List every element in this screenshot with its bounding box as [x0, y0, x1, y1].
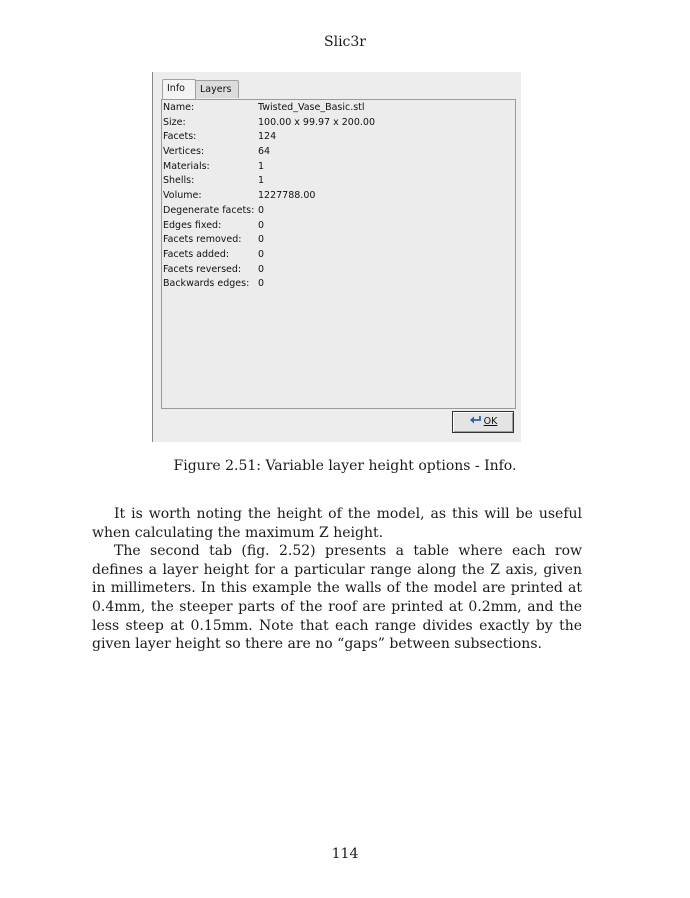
- info-label: Shells:: [163, 175, 195, 187]
- info-value: 1: [258, 175, 265, 187]
- figure-caption: Figure 2.51: Variable layer height options - Info.: [173, 458, 517, 474]
- ok-button[interactable]: [452, 411, 514, 433]
- running-head: Slic3r: [324, 34, 366, 50]
- model-info-dialog: [152, 72, 521, 442]
- info-value: 0: [258, 204, 265, 216]
- info-label: Facets:: [163, 131, 197, 143]
- body-text: [92, 505, 582, 654]
- info-label: Materials:: [163, 160, 210, 172]
- info-value: 1227788.00: [258, 190, 316, 202]
- info-value: 124: [258, 131, 277, 143]
- info-label: Vertices:: [163, 146, 205, 158]
- tab-info[interactable]: Info: [162, 79, 196, 99]
- info-value: 0: [258, 278, 265, 290]
- info-label: Size:: [163, 116, 186, 128]
- enter-arrow-icon: [469, 415, 482, 425]
- info-label: Edges fixed:: [163, 219, 222, 231]
- info-panel: [161, 99, 516, 409]
- info-label: Volume:: [163, 190, 202, 202]
- info-label: Facets removed:: [163, 234, 242, 246]
- info-label: Degenerate facets:: [163, 204, 255, 216]
- info-value: 64: [258, 146, 271, 158]
- info-value: 0: [258, 248, 265, 260]
- page-number: 114: [331, 846, 359, 862]
- ok-button-label: OK: [483, 416, 498, 427]
- info-label: Facets reversed:: [163, 263, 242, 275]
- info-label: Facets added:: [163, 248, 230, 260]
- info-value: 0: [258, 219, 265, 231]
- info-label: Name:: [163, 102, 195, 113]
- info-value: 1: [258, 160, 265, 172]
- tab-layers[interactable]: Layers: [195, 80, 239, 98]
- info-value: 100.00 x 99.97 x 200.00: [258, 116, 376, 128]
- paragraph: It is worth noting the height of the model, as this will be useful when calculating the maximum Z height.: [92, 506, 582, 541]
- info-value: Twisted_Vase_Basic.stl: [258, 102, 365, 113]
- info-label: Backwards edges:: [163, 278, 250, 290]
- paragraph: The second tab (fig. 2.52) presents a table where each row defines a layer height for a particular range along the Z axis, given in millimeters. In this example the walls of the model are printed at 0.4mm, the steeper parts of the roof are printed at 0.2mm, and the less steep at 0.15mm. Note that each range divides exactly by the given layer height so there are no “gaps” between subsections.: [92, 543, 582, 653]
- info-value: 0: [258, 263, 265, 275]
- info-value: 0: [258, 234, 265, 246]
